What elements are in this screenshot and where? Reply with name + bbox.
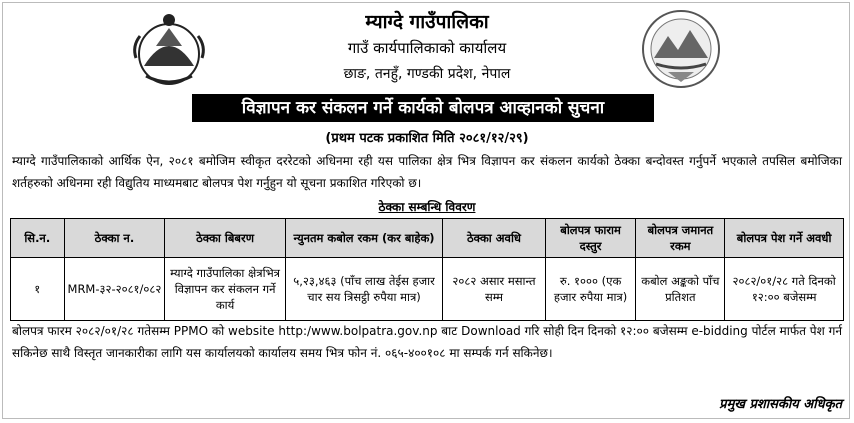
contract-table: [10, 218, 844, 321]
table-caption: ठेक्का सम्बन्धि विवरण: [378, 200, 476, 214]
cell-duration: २०८२ असार मसान्त सम्म: [443, 258, 545, 321]
cell-sn: १: [11, 258, 65, 321]
publication-date: (प्रथम पटक प्रकाशित मिति २०८१/१२/२९): [325, 131, 529, 146]
closing-paragraph: बोलपत्र फारम २०८२/०१/२८ गतेसम्म PPMO को website http:/www.bolpatra.gov.np बाट Download गरि सोही दिन दिनको १२:०० बजेसम्म e-bidding पोर्टल मार्फत पेश गर्न सकिनेछ साथै विस्तृत जानकारीका लागि यस कार्यालयको कार्यालय समय भित्र फोन नं. ०६५-४००१०८ मा सम्पर्क गर्न सकिनेछ।: [12, 324, 842, 360]
col-header-description: ठेक्का बिबरण: [165, 219, 285, 258]
notice-title: विज्ञापन कर संकलन गर्ने कार्यको बोलपत्र आव्हानको सुचना: [192, 94, 654, 122]
cell-submission-period: २०८२/०१/२८ गते दिनको १२:०० बजेसम्म: [725, 258, 844, 321]
col-header-submission-period: बोलपत्र पेश गर्ने अवधी: [725, 219, 844, 258]
col-header-min-bid: न्युनतम कबोल रकम (कर बाहेक): [285, 219, 442, 258]
cell-description: म्याग्दे गाउँपालिका क्षेत्रभित्र विज्ञापन कर संकलन गर्ने कार्य: [165, 258, 285, 321]
col-header-contract-no: ठेक्का न.: [64, 219, 165, 258]
col-header-duration: ठेक्का अवधि: [443, 219, 545, 258]
office-name: गाउँ कार्यपालिकाको कार्यालय: [347, 39, 507, 57]
col-header-bid-security: बोलपत्र जमानत रकम: [636, 219, 725, 258]
intro-paragraph: म्याग्दे गाउँपालिकाको आर्थिक ऐन, २०८१ बमोजिम स्वीकृत दररेटको अधिनमा रही यस पालिका क्षेत्र भित्र विज्ञापन कर संकलन कार्यको ठेक्का बन्दोवस्त गर्नुपर्ने भएकाले तपसिल बमोजिका शर्तहरुको अधिनमा रही विद्युतिय माध्यमबाट बोलपत्र पेश गर्नुहुन यो सूचना प्रकाशित गरिएको छ।: [12, 154, 842, 190]
office-address: छाङ, तनहुँ, गण्डकी प्रदेश, नेपाल: [343, 66, 511, 82]
col-header-sn: सि.न.: [11, 219, 65, 258]
municipality-name: म्याग्दे गाउँपालिका: [365, 11, 489, 33]
cell-bid-security: कबोल अङ्कको पाँच प्रतिशत: [636, 258, 725, 321]
table-row: [11, 258, 844, 321]
cell-form-fee: रु. १००० (एक हजार रुपैया मात्र): [545, 258, 636, 321]
cell-min-bid: ५,२३,४६३ (पाँच लाख तेईस हजार चार सय त्रिसट्ठी रुपैया मात्र): [285, 258, 442, 321]
signature-title: प्रमुख प्रशासकीय अधिकृत: [719, 397, 842, 412]
col-header-form-fee: बोलपत्र फाराम दस्तुर: [545, 219, 636, 258]
cell-contract-no: MRM-३२-२०८१/०८२: [64, 258, 165, 321]
table-header-row: [11, 219, 844, 258]
